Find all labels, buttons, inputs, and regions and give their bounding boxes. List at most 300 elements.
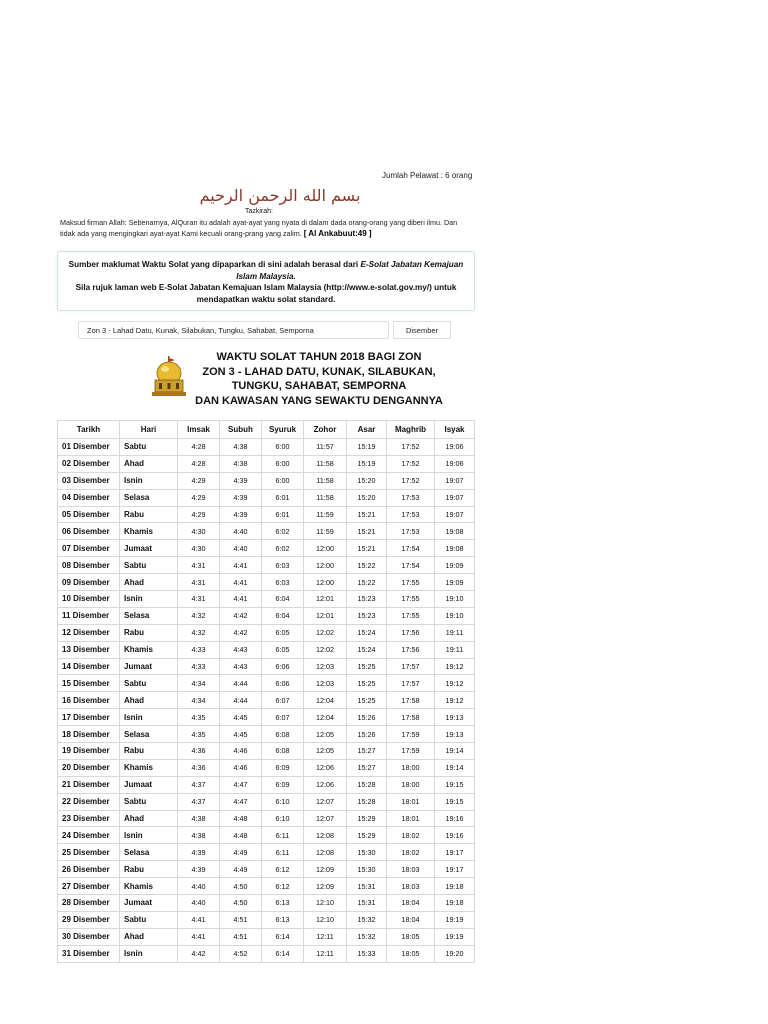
time-cell: 15:22 [347,574,387,591]
title-line: TUNGKU, SAHABAT, SEMPORNA [231,380,407,392]
bismillah-text: بسم الله الرحمن الرحيم [199,186,361,205]
time-cell: 19:17 [435,861,475,878]
time-cell: 4:49 [220,844,262,861]
time-cell: 19:14 [435,759,475,776]
time-cell: 17:58 [387,709,435,726]
time-cell: 4:31 [178,574,220,591]
time-cell: 17:54 [387,557,435,574]
time-cell: 6:10 [262,793,304,810]
date-cell: 20 Disember [58,759,120,776]
date-cell: 19 Disember [58,743,120,760]
time-cell: 12:07 [304,793,347,810]
source-notice [57,251,475,311]
time-cell: 4:31 [178,557,220,574]
date-cell: 24 Disember [58,827,120,844]
date-cell: 05 Disember [58,506,120,523]
time-cell: 17:52 [387,472,435,489]
date-cell: 29 Disember [58,911,120,928]
time-cell: 6:05 [262,624,304,641]
day-cell: Sabtu [120,675,178,692]
time-cell: 12:06 [304,759,347,776]
tazkirah-quote: Maksud firman Allah: Sebenarnya, AlQuran itu adalah ayat-ayat yang nyata di dalam dada orang-orang yang diberi ilmu. Dan tidak ada yang mengingkari ayat-ayat Kami kecuali orang-prang yang zalim. [60,218,458,238]
page-title [180,350,458,408]
time-cell: 15:23 [347,607,387,624]
time-cell: 4:49 [220,861,262,878]
time-cell: 6:02 [262,523,304,540]
time-cell: 15:21 [347,506,387,523]
column-header: Zohor [304,421,347,439]
table-row [58,945,475,962]
day-cell: Isnin [120,945,178,962]
day-cell: Selasa [120,607,178,624]
date-cell: 31 Disember [58,945,120,962]
time-cell: 4:45 [220,709,262,726]
time-cell: 4:31 [178,591,220,608]
time-cell: 15:32 [347,911,387,928]
date-cell: 11 Disember [58,607,120,624]
time-cell: 4:45 [220,726,262,743]
day-cell: Selasa [120,489,178,506]
time-cell: 19:09 [435,557,475,574]
date-cell: 22 Disember [58,793,120,810]
time-cell: 12:08 [304,827,347,844]
time-cell: 15:22 [347,557,387,574]
time-cell: 4:41 [178,928,220,945]
time-cell: 4:44 [220,675,262,692]
table-row [58,827,475,844]
month-select[interactable]: Disember [393,321,451,339]
date-cell: 06 Disember [58,523,120,540]
time-cell: 17:52 [387,455,435,472]
time-cell: 15:19 [347,439,387,456]
time-cell: 4:42 [220,624,262,641]
day-cell: Khamis [120,641,178,658]
table-row [58,591,475,608]
time-cell: 4:46 [220,743,262,760]
table-row [58,641,475,658]
date-cell: 10 Disember [58,591,120,608]
day-cell: Sabtu [120,557,178,574]
time-cell: 18:01 [387,793,435,810]
table-row [58,878,475,895]
time-cell: 15:24 [347,641,387,658]
time-cell: 19:13 [435,726,475,743]
time-cell: 12:00 [304,574,347,591]
table-row [58,455,475,472]
time-cell: 4:39 [220,472,262,489]
time-cell: 4:43 [220,641,262,658]
time-cell: 18:05 [387,945,435,962]
date-cell: 01 Disember [58,439,120,456]
table-row [58,692,475,709]
time-cell: 19:07 [435,489,475,506]
time-cell: 4:35 [178,709,220,726]
time-cell: 15:31 [347,878,387,895]
time-cell: 11:59 [304,523,347,540]
time-cell: 4:38 [178,810,220,827]
table-row [58,861,475,878]
time-cell: 18:04 [387,911,435,928]
time-cell: 19:08 [435,540,475,557]
time-cell: 6:06 [262,658,304,675]
date-cell: 21 Disember [58,776,120,793]
date-cell: 30 Disember [58,928,120,945]
time-cell: 15:29 [347,827,387,844]
title-line: DAN KAWASAN YANG SEWAKTU DENGANNYA [195,394,443,407]
time-cell: 4:41 [220,557,262,574]
time-cell: 15:31 [347,895,387,912]
time-cell: 6:12 [262,861,304,878]
time-cell: 6:07 [262,692,304,709]
time-cell: 4:43 [220,658,262,675]
time-cell: 19:12 [435,658,475,675]
table-row [58,709,475,726]
time-cell: 4:30 [178,540,220,557]
time-cell: 15:33 [347,945,387,962]
table-row [58,472,475,489]
time-cell: 18:00 [387,776,435,793]
time-cell: 6:09 [262,759,304,776]
time-cell: 19:06 [435,439,475,456]
bismillah-calligraphy [180,183,380,207]
time-cell: 6:09 [262,776,304,793]
time-cell: 4:41 [220,591,262,608]
prayer-times-table [57,420,475,963]
day-cell: Ahad [120,692,178,709]
time-cell: 6:02 [262,540,304,557]
time-cell: 19:06 [435,455,475,472]
date-cell: 13 Disember [58,641,120,658]
day-cell: Ahad [120,928,178,945]
zone-select[interactable]: Zon 3 - Lahad Datu, Kunak, Silabukan, Tungku, Sahabat, Semporna [78,321,389,339]
table-row [58,540,475,557]
time-cell: 12:00 [304,540,347,557]
date-cell: 14 Disember [58,658,120,675]
time-cell: 12:05 [304,743,347,760]
tazkirah-label: Tazkirah: [244,208,273,215]
source-notice-line2: Sila rujuk laman web E-Solat Jabatan Kemajuan Islam Malaysia (http://www.e-solat.gov.my/) untuk mendapatkan waktu solat standard. [75,283,457,304]
time-cell: 11:58 [304,489,347,506]
column-header: Subuh [220,421,262,439]
time-cell: 12:02 [304,624,347,641]
time-cell: 12:09 [304,861,347,878]
date-cell: 08 Disember [58,557,120,574]
time-cell: 12:11 [304,945,347,962]
time-cell: 4:39 [178,844,220,861]
time-cell: 6:14 [262,945,304,962]
table-row [58,624,475,641]
time-cell: 17:56 [387,624,435,641]
table-row [58,776,475,793]
date-cell: 28 Disember [58,895,120,912]
date-cell: 26 Disember [58,861,120,878]
time-cell: 4:36 [178,743,220,760]
time-cell: 19:10 [435,607,475,624]
table-row [58,911,475,928]
time-cell: 4:34 [178,692,220,709]
time-cell: 19:14 [435,743,475,760]
time-cell: 19:12 [435,692,475,709]
time-cell: 6:12 [262,878,304,895]
time-cell: 12:04 [304,692,347,709]
title-line: ZON 3 - LAHAD DATU, KUNAK, SILABUKAN, [202,365,436,378]
time-cell: 19:07 [435,472,475,489]
day-cell: Isnin [120,827,178,844]
time-cell: 12:11 [304,928,347,945]
time-cell: 19:17 [435,844,475,861]
column-header: Isyak [435,421,475,439]
time-cell: 4:51 [220,928,262,945]
time-cell: 6:00 [262,439,304,456]
time-cell: 15:25 [347,658,387,675]
time-cell: 15:26 [347,726,387,743]
time-cell: 18:02 [387,844,435,861]
table-row [58,928,475,945]
time-cell: 12:08 [304,844,347,861]
title-line: WAKTU SOLAT TAHUN 2018 BAGI ZON [216,351,422,363]
time-cell: 17:59 [387,743,435,760]
table-row [58,675,475,692]
time-cell: 17:54 [387,540,435,557]
time-cell: 6:01 [262,489,304,506]
time-cell: 15:19 [347,455,387,472]
time-cell: 6:04 [262,591,304,608]
time-cell: 6:11 [262,827,304,844]
time-cell: 4:38 [220,439,262,456]
time-cell: 12:03 [304,675,347,692]
time-cell: 17:57 [387,658,435,675]
time-cell: 6:00 [262,455,304,472]
time-cell: 4:29 [178,506,220,523]
time-cell: 17:55 [387,574,435,591]
source-notice-prefix: Sumber maklumat Waktu Solat yang dipaparkan di sini adalah berasal dari [68,260,361,269]
time-cell: 6:05 [262,641,304,658]
time-cell: 12:00 [304,557,347,574]
day-cell: Ahad [120,574,178,591]
time-cell: 4:38 [178,827,220,844]
time-cell: 11:59 [304,506,347,523]
time-cell: 19:15 [435,776,475,793]
time-cell: 19:09 [435,574,475,591]
date-cell: 03 Disember [58,472,120,489]
time-cell: 15:23 [347,591,387,608]
time-cell: 17:58 [387,692,435,709]
time-cell: 17:55 [387,607,435,624]
time-cell: 4:40 [178,895,220,912]
day-cell: Isnin [120,709,178,726]
date-cell: 18 Disember [58,726,120,743]
date-cell: 15 Disember [58,675,120,692]
day-cell: Selasa [120,726,178,743]
time-cell: 15:25 [347,692,387,709]
time-cell: 12:01 [304,607,347,624]
time-cell: 19:20 [435,945,475,962]
time-cell: 15:21 [347,523,387,540]
table-row [58,658,475,675]
time-cell: 15:26 [347,709,387,726]
table-row [58,793,475,810]
time-cell: 19:08 [435,523,475,540]
time-cell: 17:57 [387,675,435,692]
time-cell: 19:19 [435,928,475,945]
table-row [58,726,475,743]
time-cell: 6:13 [262,895,304,912]
column-header: Hari [120,421,178,439]
time-cell: 15:20 [347,489,387,506]
time-cell: 19:11 [435,624,475,641]
day-cell: Rabu [120,624,178,641]
time-cell: 19:10 [435,591,475,608]
time-cell: 15:27 [347,759,387,776]
time-cell: 4:51 [220,911,262,928]
day-cell: Jumaat [120,658,178,675]
time-cell: 15:28 [347,776,387,793]
time-cell: 12:09 [304,878,347,895]
time-cell: 4:29 [178,489,220,506]
day-cell: Sabtu [120,911,178,928]
time-cell: 4:30 [178,523,220,540]
time-cell: 6:08 [262,726,304,743]
time-cell: 4:47 [220,793,262,810]
date-cell: 16 Disember [58,692,120,709]
time-cell: 6:04 [262,607,304,624]
date-cell: 07 Disember [58,540,120,557]
time-cell: 4:37 [178,793,220,810]
time-cell: 12:02 [304,641,347,658]
time-cell: 15:27 [347,743,387,760]
table-row [58,439,475,456]
time-cell: 4:40 [220,523,262,540]
day-cell: Rabu [120,743,178,760]
time-cell: 11:58 [304,472,347,489]
column-header: Tarikh [58,421,120,439]
table-row [58,574,475,591]
time-cell: 18:04 [387,895,435,912]
time-cell: 17:52 [387,439,435,456]
time-cell: 6:06 [262,675,304,692]
time-cell: 4:46 [220,759,262,776]
time-cell: 4:36 [178,759,220,776]
time-cell: 19:12 [435,675,475,692]
time-cell: 19:15 [435,793,475,810]
time-cell: 19:11 [435,641,475,658]
tazkirah-reference: [ Al Ankabuut:49 ] [303,229,372,238]
time-cell: 4:50 [220,895,262,912]
table-row [58,506,475,523]
day-cell: Khamis [120,523,178,540]
time-cell: 17:53 [387,523,435,540]
time-cell: 4:34 [178,675,220,692]
day-cell: Sabtu [120,439,178,456]
table-row [58,607,475,624]
time-cell: 19:16 [435,810,475,827]
day-cell: Rabu [120,861,178,878]
time-cell: 12:10 [304,911,347,928]
date-cell: 09 Disember [58,574,120,591]
time-cell: 19:13 [435,709,475,726]
time-cell: 4:40 [178,878,220,895]
time-cell: 6:14 [262,928,304,945]
time-cell: 6:07 [262,709,304,726]
time-cell: 4:39 [220,506,262,523]
time-cell: 4:37 [178,776,220,793]
day-cell: Ahad [120,810,178,827]
column-header: Asar [347,421,387,439]
time-cell: 12:03 [304,658,347,675]
source-notice-source: E-Solat Jabatan Kemajuan Islam Malaysia. [236,260,464,281]
time-cell: 12:10 [304,895,347,912]
time-cell: 4:50 [220,878,262,895]
table-row [58,759,475,776]
time-cell: 17:53 [387,506,435,523]
time-cell: 18:03 [387,878,435,895]
day-cell: Sabtu [120,793,178,810]
time-cell: 15:29 [347,810,387,827]
time-cell: 4:44 [220,692,262,709]
time-cell: 4:48 [220,827,262,844]
time-cell: 4:28 [178,455,220,472]
time-cell: 19:18 [435,895,475,912]
time-cell: 12:04 [304,709,347,726]
time-cell: 4:38 [220,455,262,472]
time-cell: 4:39 [178,861,220,878]
time-cell: 4:32 [178,607,220,624]
column-header: Syuruk [262,421,304,439]
time-cell: 4:41 [220,574,262,591]
day-cell: Isnin [120,591,178,608]
time-cell: 4:35 [178,726,220,743]
time-cell: 18:01 [387,810,435,827]
time-cell: 18:03 [387,861,435,878]
date-cell: 02 Disember [58,455,120,472]
time-cell: 15:24 [347,624,387,641]
time-cell: 19:19 [435,911,475,928]
time-cell: 4:39 [220,489,262,506]
time-cell: 17:56 [387,641,435,658]
day-cell: Selasa [120,844,178,861]
time-cell: 17:55 [387,591,435,608]
tazkirah-text [60,217,474,239]
day-cell: Rabu [120,506,178,523]
column-header: Imsak [178,421,220,439]
time-cell: 4:52 [220,945,262,962]
time-cell: 17:53 [387,489,435,506]
day-cell: Khamis [120,878,178,895]
time-cell: 19:18 [435,878,475,895]
time-cell: 15:28 [347,793,387,810]
time-cell: 6:03 [262,557,304,574]
time-cell: 15:32 [347,928,387,945]
time-cell: 6:13 [262,911,304,928]
time-cell: 18:02 [387,827,435,844]
day-cell: Jumaat [120,895,178,912]
time-cell: 4:32 [178,624,220,641]
column-header: Maghrib [387,421,435,439]
time-cell: 15:21 [347,540,387,557]
table-row [58,743,475,760]
time-cell: 4:40 [220,540,262,557]
time-cell: 12:07 [304,810,347,827]
day-cell: Khamis [120,759,178,776]
time-cell: 11:58 [304,455,347,472]
time-cell: 6:03 [262,574,304,591]
table-row [58,810,475,827]
time-cell: 18:00 [387,759,435,776]
time-cell: 17:59 [387,726,435,743]
time-cell: 19:07 [435,506,475,523]
date-cell: 25 Disember [58,844,120,861]
time-cell: 6:11 [262,844,304,861]
